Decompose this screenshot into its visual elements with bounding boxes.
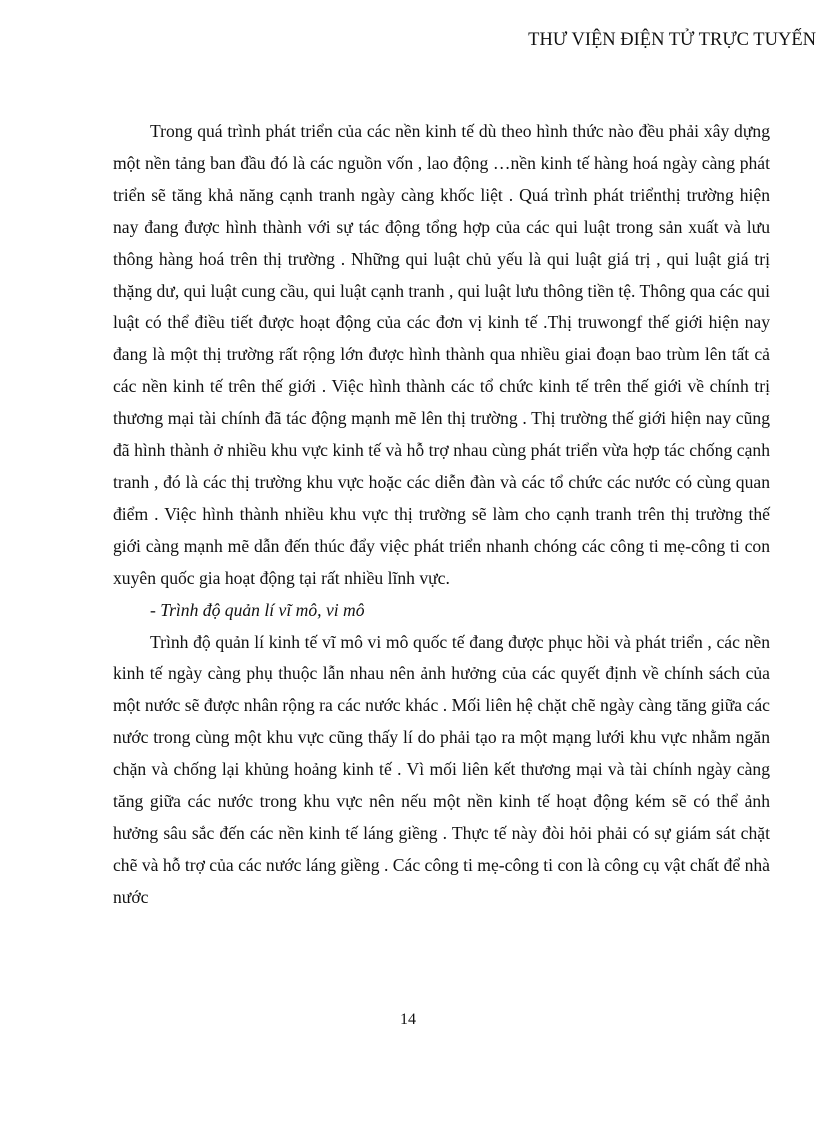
library-header: THƯ VIỆN ĐIỆN TỬ TRỰC TUYẾN [528, 30, 816, 50]
document-body [113, 116, 770, 914]
section-subheading: - Trình độ quản lí vĩ mô, vi mô [150, 599, 365, 620]
page-number: 14 [400, 1011, 416, 1028]
paragraph-market-laws: Trong quá trình phát triển của các nền kinh tế dù theo hình thức nào đều phải xây dựng một nền tảng ban đầu đó là các nguồn vốn , lao động …nền kinh tế hàng hoá ngày càng phát triển sẽ tăng khả năng cạnh tranh ngày càng khốc liệt . Quá trình phát triểnthị trường hiện nay đang được hình thành với sự tác động tổng hợp của các qui luật trong sản xuất và lưu thông hàng hoá trên thị trường . Những qui luật chủ yếu là qui luật giá trị , qui luật giá trị thặng dư, qui luật cung cầu, qui luật cạnh tranh , qui luật lưu thông tiền tệ. Thông qua các qui luật có thể điều tiết được hoạt động của các đơn vị kinh tế .Thị truwongf thế giới hiện nay đang là một thị trường rất rộng lớn được hình thành qua nhiều giai đoạn bao trùm lên tất cả các nền kinh tế trên thế giới . Việc hình thành các tổ chức kinh tế trên thế giới về chính trị thương mại tài chính đã tác động mạnh mẽ lên thị trường . Thị trường thế giới hiện nay cũng đã hình thành ở nhiều khu vực kinh tế và hỗ trợ nhau cùng phát triển vừa hợp tác chống cạnh tranh , đó là các thị trường khu vực hoặc các diễn đàn và các tổ chức các nước có cùng quan điểm . Việc hình thành nhiều khu vực thị trường sẽ làm cho cạnh tranh trên thị trường thế giới càng mạnh mẽ dẫn đến thúc đẩy việc phát triển nhanh chóng các công ti mẹ-công ti con xuyên quốc gia hoạt động tại rất nhiều lĩnh vực. [113, 121, 770, 588]
paragraph-macro-management: Trình độ quản lí kinh tế vĩ mô vi mô quốc tế đang được phục hồi và phát triển , các nền kinh tế ngày càng phụ thuộc lẫn nhau nên ảnh hưởng của các quyết định về chính sách của một nước sẽ được nhân rộng ra các nước khác . Mối liên hệ chặt chẽ ngày càng tăng giữa các nước trong cùng một khu vực cũng thấy lí do phải tạo ra một mạng lưới khu vực nhằm ngăn chặn và chống lại khủng hoảng kinh tế . Vì mối liên kết thương mại và tài chính ngày càng tăng giữa các nước trong khu vực nên nếu một nền kinh tế hoạt động kém sẽ có thể ảnh hưởng sâu sắc đến các nền kinh tế láng giềng . Thực tế này đòi hỏi phải có sự giám sát chặt chẽ và hỗ trợ của các nước láng giềng . Các công ti mẹ-công ti con là công cụ vật chất để nhà nước [113, 631, 770, 907]
